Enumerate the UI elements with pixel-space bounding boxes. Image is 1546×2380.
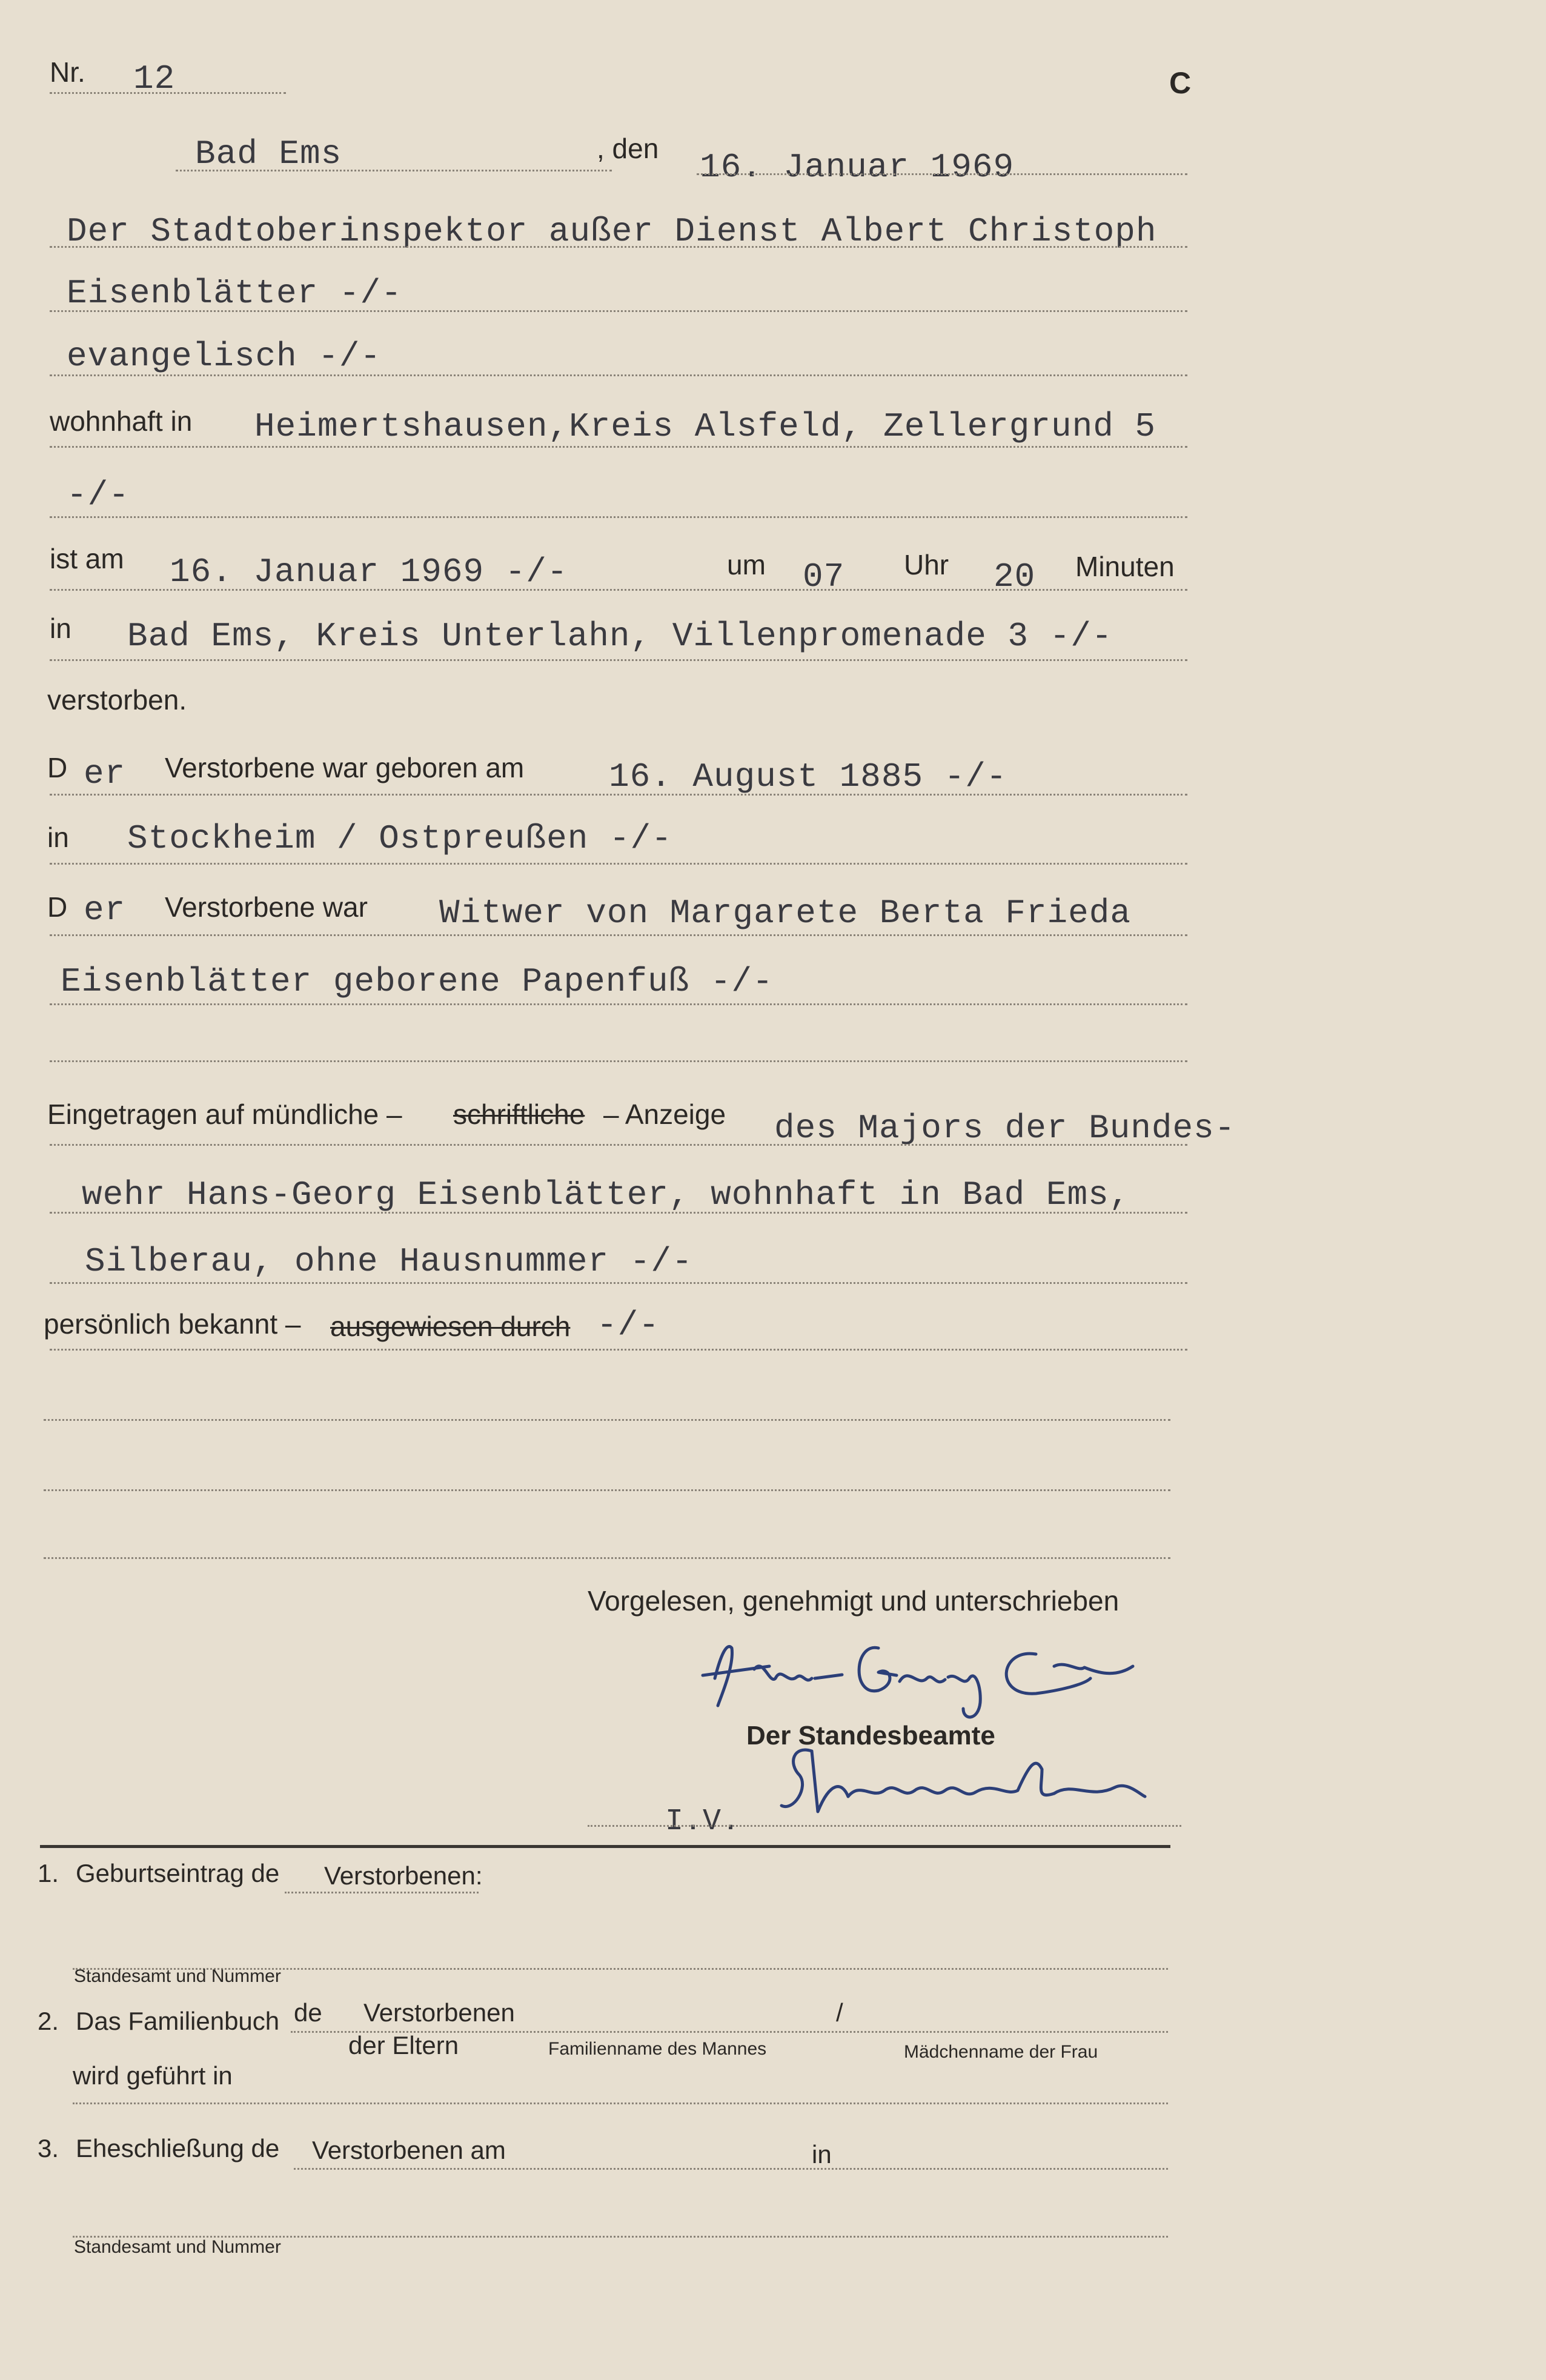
um-label: um: [727, 549, 766, 580]
wohnhaft-label: wohnhaft in: [50, 405, 193, 437]
place-line: [176, 170, 612, 171]
informant-signature: [697, 1630, 1169, 1727]
item3-label: Eheschließung de: [76, 2134, 280, 2162]
address-line2: -/-: [67, 476, 130, 514]
birth-place: Stockheim / Ostpreußen -/-: [127, 819, 672, 858]
item3-standesamt-label: Standesamt und Nummer: [74, 2237, 281, 2257]
report-line2-rule: [50, 1212, 1187, 1214]
blank-rule-2: [44, 1489, 1170, 1491]
death-date: 16. Januar 1969 -/-: [170, 553, 568, 591]
bekannt-struck: ausgewiesen durch: [330, 1311, 571, 1342]
blank-rule-3: [44, 1557, 1170, 1559]
iv-rule: [588, 1825, 1181, 1827]
birth-d-value: er: [84, 754, 126, 793]
birth-date: 16. August 1885 -/-: [609, 757, 1007, 796]
birth-in-label: in: [47, 822, 69, 853]
minuten-label: Minuten: [1075, 551, 1175, 582]
death-place: Bad Ems, Kreis Unterlahn, Villenpromenade 3 -/-: [127, 617, 1113, 656]
item2-value: Verstorbenen: [363, 1998, 515, 2027]
date-value: 16. Januar 1969: [700, 148, 1015, 187]
item3-rule: [294, 2168, 1168, 2170]
death-minutes: 20: [994, 557, 1036, 596]
report-label-struck: schriftliche: [453, 1099, 585, 1130]
status-blank-rule: [50, 1060, 1187, 1062]
item2-slash: /: [836, 1998, 843, 2027]
item2-label: Das Familienbuch: [76, 2007, 280, 2035]
report-line1: des Majors der Bundes-: [774, 1109, 1236, 1148]
vorgelesen-text: Vorgelesen, genehmigt und unterschrieben: [588, 1585, 1120, 1617]
nr-line: [50, 92, 286, 94]
item1-value: Verstorbenen:: [324, 1861, 483, 1890]
nr-value: 12: [133, 59, 176, 98]
den-label: , den: [597, 133, 659, 164]
report-line3-rule: [50, 1282, 1187, 1284]
registrar-signature: [775, 1739, 1151, 1830]
birth-date-rule: [50, 794, 1187, 796]
iv-label: I.V.: [665, 1804, 741, 1839]
item1-label: Geburtseintrag de: [76, 1859, 280, 1887]
status-line1-rule: [50, 934, 1187, 936]
uhr-label: Uhr: [904, 549, 949, 580]
item3-value: Verstorbenen am: [312, 2136, 506, 2164]
item2-num: 2.: [38, 2007, 59, 2035]
birth-label: Verstorbene war geboren am: [165, 752, 525, 783]
status-line2: Eisenblätter geborene Papenfuß -/-: [61, 962, 774, 1001]
address-line1: Heimertshausen,Kreis Alsfeld, Zellergrund 5: [254, 407, 1156, 446]
bekannt-label: persönlich bekannt –: [44, 1308, 301, 1340]
standesbeamte-label: Der Standesbeamte: [746, 1721, 995, 1750]
item1-value-rule: [285, 1892, 479, 1893]
place-value: Bad Ems: [195, 135, 342, 173]
address-line1-rule: [50, 446, 1187, 448]
item2-eltern: der Eltern: [348, 2031, 459, 2059]
wird-gefuehrt-label: wird geführt in: [73, 2061, 233, 2090]
person-line2-rule: [50, 310, 1187, 312]
death-in-label: in: [50, 613, 71, 644]
report-line2: wehr Hans-Georg Eisenblätter, wohnhaft in Bad Ems,: [82, 1175, 1130, 1214]
report-label-end: – Anzeige: [603, 1099, 726, 1130]
birth-d-label: D: [47, 752, 68, 783]
religion-value: evangelisch -/-: [67, 337, 382, 376]
bekannt-rule: [50, 1349, 1187, 1351]
status-label: Verstorbene war: [165, 891, 368, 923]
item3-num: 3.: [38, 2134, 59, 2162]
address-line2-rule: [50, 516, 1187, 518]
report-label-start: Eingetragen auf mündliche –: [47, 1099, 402, 1130]
form-letter: C: [1169, 66, 1192, 100]
death-hour: 07: [803, 557, 845, 596]
religion-rule: [50, 374, 1187, 376]
ist-am-label: ist am: [50, 543, 124, 574]
bekannt-value: -/-: [597, 1306, 660, 1345]
item1-num: 1.: [38, 1859, 59, 1887]
person-line2: Eisenblätter -/-: [67, 274, 402, 313]
item1-standesamt-label: Standesamt und Nummer: [74, 1966, 281, 1986]
status-line2-rule: [50, 1003, 1187, 1005]
blank-rule-1: [44, 1419, 1170, 1421]
footer-divider: [40, 1845, 1170, 1848]
verstorben-label: verstorben.: [47, 684, 187, 716]
familienname-label: Familienname des Mannes: [548, 2039, 767, 2059]
report-line1-rule: [50, 1144, 1187, 1146]
nr-label: Nr.: [50, 56, 85, 88]
person-line1-rule: [50, 246, 1187, 248]
wird-gefuehrt-rule: [73, 2102, 1168, 2104]
death-date-rule: [50, 589, 1187, 591]
item2-de: de: [294, 1998, 322, 2027]
person-line1: Der Stadtoberinspektor außer Dienst Albert Christoph: [67, 212, 1157, 251]
maedchenname-label: Mädchenname der Frau: [904, 2042, 1098, 2062]
item3-in: in: [812, 2140, 832, 2169]
status-d-value: er: [84, 891, 126, 929]
date-line: [697, 173, 1187, 175]
birth-place-rule: [50, 863, 1187, 865]
status-line1: Witwer von Margarete Berta Frieda: [439, 894, 1131, 932]
report-line3: Silberau, ohne Hausnummer -/-: [85, 1242, 693, 1281]
death-place-rule: [50, 659, 1187, 661]
status-d-label: D: [47, 891, 68, 923]
